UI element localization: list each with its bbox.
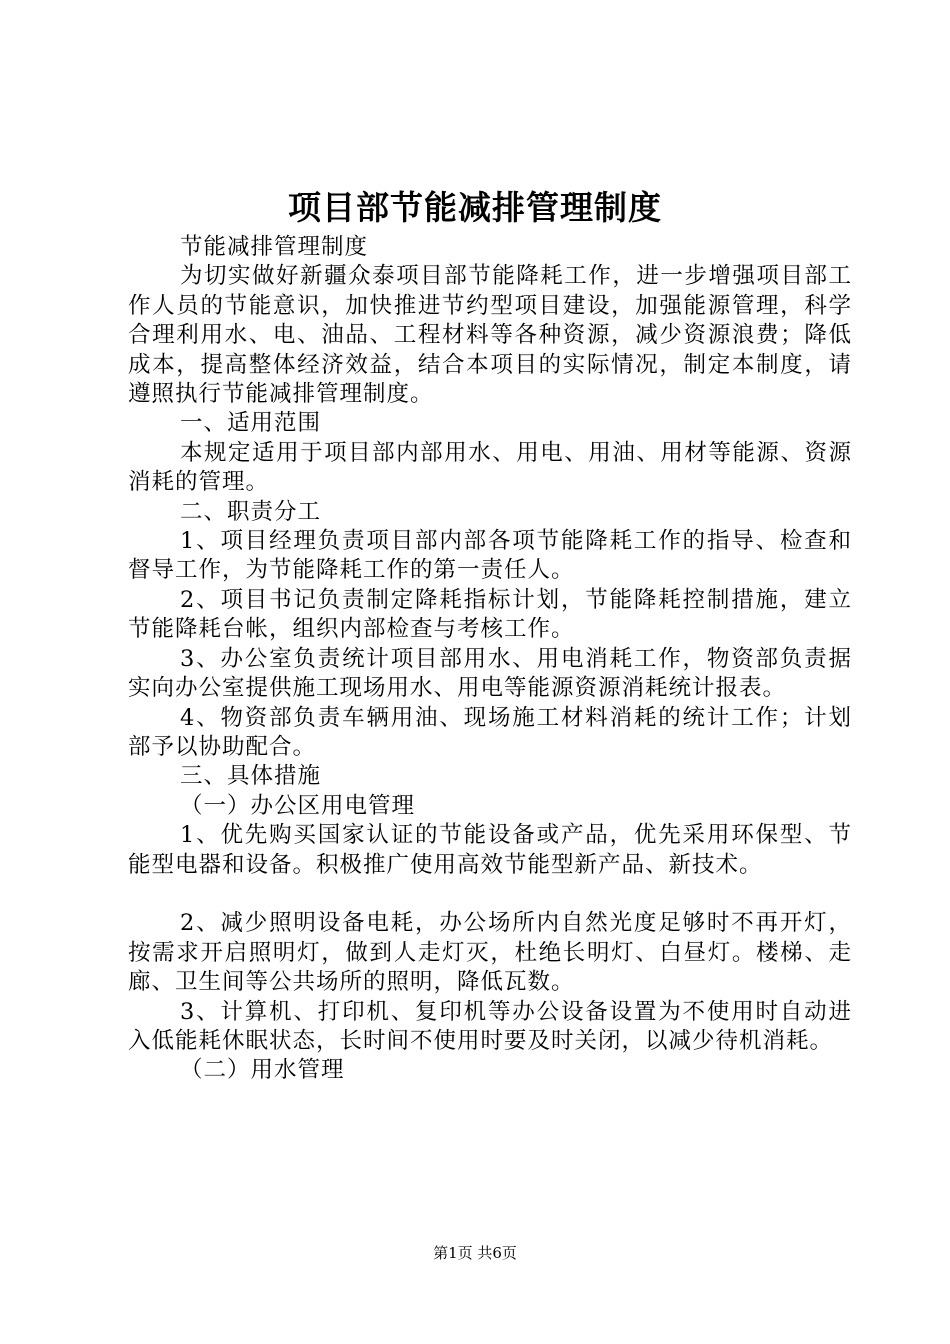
paragraph-subtitle: 节能减排管理制度 — [180, 234, 369, 260]
document-title: 项目部节能减排管理制度 — [288, 188, 662, 227]
section-heading-scope: 一、适用范围 — [180, 410, 322, 437]
subsection-heading-electricity: （一）办公区用电管理 — [180, 792, 416, 819]
document-body — [128, 233, 852, 1086]
paragraph-duty-3: 3、办公室负责统计项目部用水、用电消耗工作，物资部负责据实向办公室提供施工现场用水、用电等能源资源消耗统计报表。 — [128, 645, 852, 702]
subsection-heading-water: （二）用水管理 — [180, 1057, 345, 1084]
section-heading-duties: 二、职责分工 — [180, 498, 322, 525]
paragraph-duty-2: 2、项目书记负责制定降耗指标计划，节能降耗控制措施，建立节能降耗台帐，组织内部检查与考核工作。 — [128, 586, 852, 643]
paragraph-measure-2: 2、减少照明设备电耗，办公场所内自然光度足够时不再开灯，按需求开启照明灯，做到人走灯灭，杜绝长明灯、白昼灯。楼梯、走廊、卫生间等公共场所的照明，降低瓦数。 — [128, 910, 852, 996]
paragraph-duty-1: 1、项目经理负责项目部内部各项节能降耗工作的指导、检查和督导工作，为节能降耗工作的第一责任人。 — [128, 528, 852, 584]
paragraph-measure-1: 1、优先购买国家认证的节能设备或产品，优先采用环保型、节能型电器和设备。积极推广使用高效节能型新产品、新技术。 — [128, 822, 852, 878]
paragraph-measure-3: 3、计算机、打印机、复印机等办公设备设置为不使用时自动进入低能耗休眠状态，长时间不使用时要及时关闭，以减少待机消耗。 — [128, 998, 852, 1054]
page-footer: 第1页 共6页 — [433, 1244, 517, 1262]
paragraph-intro: 为切实做好新疆众泰项目部节能降耗工作，进一步增强项目部工作人员的节能意识，加快推进节约型项目建设，加强能源管理，科学合理利用水、电、油品、工程材料等各种资源，减少资源浪费；降低成本，提高整体经济效益，结合本项目的实际情况，制定本制度，请遵照执行节能减排管理制度。 — [128, 263, 852, 408]
paragraph-duty-4: 4、物资部负责车辆用油、现场施工材料消耗的统计工作；计划部予以协助配合。 — [128, 704, 852, 760]
paragraph-spacer — [128, 880, 852, 909]
section-heading-measures: 三、具体措施 — [180, 763, 322, 790]
paragraph-scope: 本规定适用于项目部内部用水、用电、用油、用材等能源、资源消耗的管理。 — [128, 439, 852, 496]
